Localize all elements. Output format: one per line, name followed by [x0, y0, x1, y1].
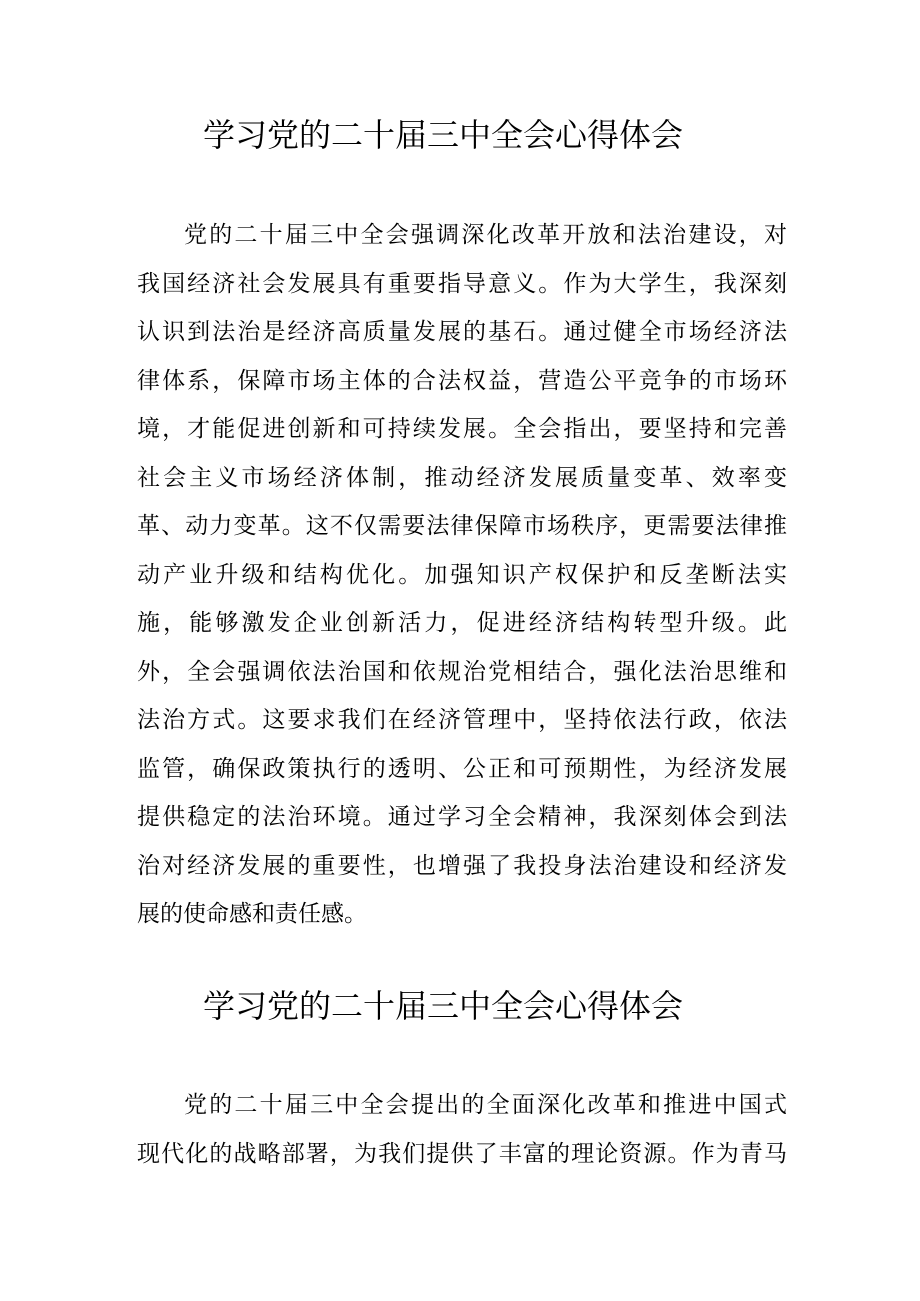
paragraph-line: 治对经济发展的重要性，也增强了我投身法治建设和经济发 — [137, 852, 787, 879]
paragraph-line: 我国经济社会发展具有重要指导意义。作为大学生，我深刻 — [137, 270, 787, 297]
paragraph-line: 动产业升级和结构优化。加强知识产权保护和反垄断法实 — [137, 561, 787, 588]
paragraph-line: 认识到法治是经济高质量发展的基石。通过健全市场经济法 — [137, 319, 787, 345]
paragraph-line: 社会主义市场经济体制，推动经济发展质量变革、效率变 — [137, 464, 787, 491]
article-body — [137, 211, 787, 939]
article-body — [137, 1081, 787, 1178]
paragraph-line: 现代化的战略部署，为我们提供了丰富的理论资源。作为青马 — [137, 1140, 787, 1167]
paragraph-line: 展的使命感和责任感。 — [137, 901, 367, 927]
paragraph-line: 党的二十届三中全会提出的全面深化改革和推进中国式 — [184, 1092, 787, 1118]
paragraph-line: 革、动力变革。这不仅需要法律保障市场秩序，更需要法律推 — [137, 513, 787, 539]
paragraph-line: 监管，确保政策执行的透明、公正和可预期性，为经济发展 — [137, 755, 787, 782]
paragraph-line: 法治方式。这要求我们在经济管理中，坚持依法行政，依法 — [137, 707, 787, 733]
paragraph-line: 施，能够激发企业创新活力，促进经济结构转型升级。此 — [137, 610, 787, 636]
article-title: 学习党的二十届三中全会心得体会 — [202, 987, 683, 1025]
paragraph-line: 外，全会强调依法治国和依规治党相结合，强化法治思维和 — [137, 658, 787, 685]
paragraph-line: 党的二十届三中全会强调深化改革开放和法治建设，对 — [184, 222, 787, 248]
article-title: 学习党的二十届三中全会心得体会 — [202, 116, 683, 154]
paragraph-line: 提供稳定的法治环境。通过学习全会精神，我深刻体会到法 — [137, 804, 787, 830]
paragraph-line: 律体系，保障市场主体的合法权益，营造公平竞争的市场环 — [137, 367, 787, 394]
paragraph-line: 境，才能促进创新和可持续发展。全会指出，要坚持和完善 — [137, 416, 787, 442]
